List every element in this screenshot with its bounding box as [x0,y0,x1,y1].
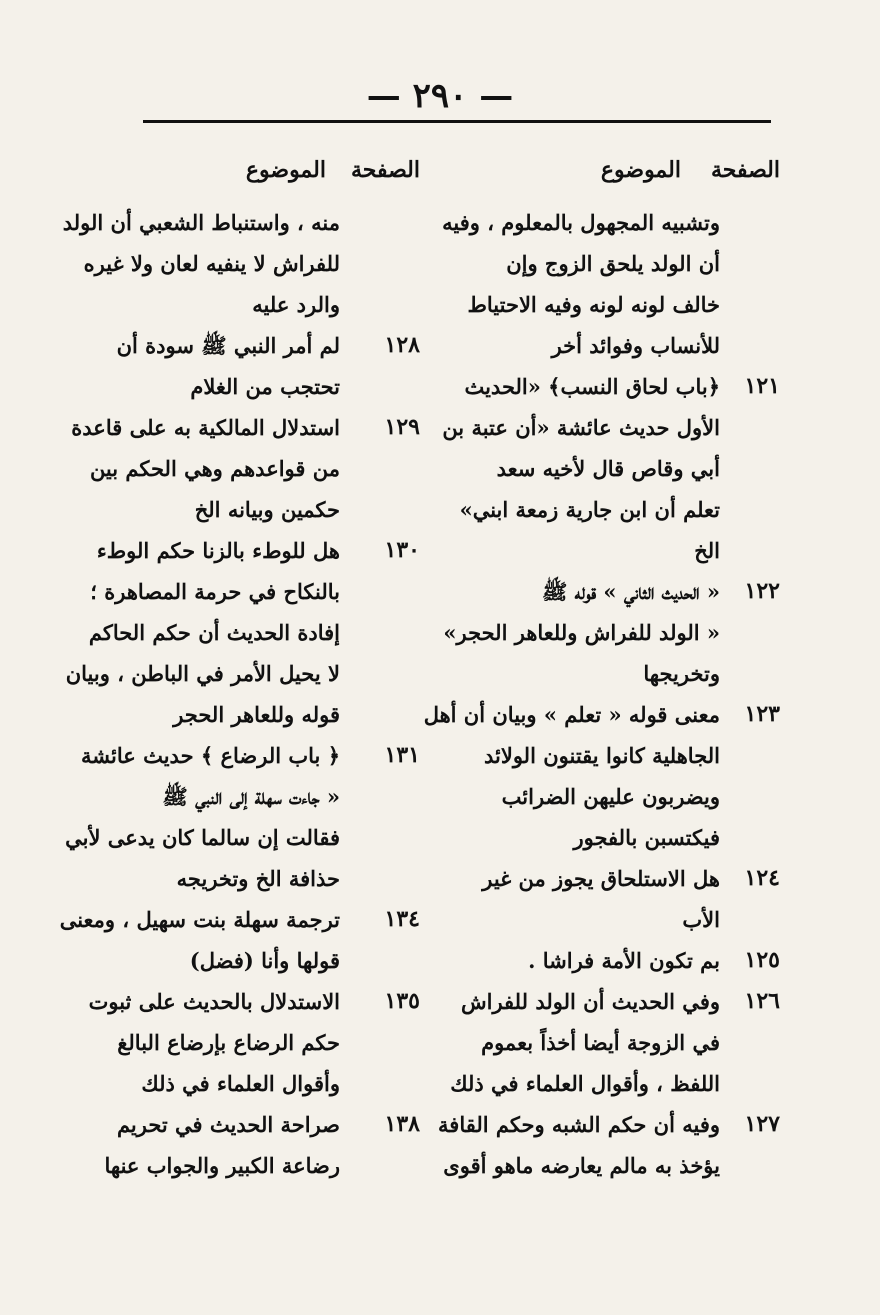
right-header-page: الصفحة [710,157,780,183]
entry-line: حكمين وبيانه الخ [194,497,340,522]
entry-line: وتخريجها [643,661,720,686]
index-entry [442,202,780,366]
entry-line: ترجمة سهلة بنت سهيل ، ومعنى [59,907,340,932]
entry-line: صراحة الحديث في تحريم [116,1112,340,1137]
index-entry [438,1104,780,1186]
left-column-header [85,150,420,190]
entry-topic [450,981,720,1104]
index-entry [85,1104,420,1186]
entry-topic [85,1104,340,1186]
entry-line: فيكتسبن بالفجور [573,825,720,850]
entry-topic [424,694,720,858]
entry-line: لا يحيل الأمر في الباطن ، وبيان [65,661,340,686]
entry-line: قولها وأنا (فضل) [189,948,340,973]
entry-line: « الولد للفراش وللعاهر الحجر» [443,620,720,645]
index-entry [443,571,780,694]
entry-line: ﴿ باب الرضاع ﴾ حديث عائشة [81,743,340,768]
entry-line: وفي الحديث أن الولد للفراش [461,989,720,1014]
entry-line: وأقوال العلماء في ذلك [141,1071,340,1096]
entry-line: « الحديث الثاني » قوله ﷺ [541,579,720,604]
page-number: — ٢٩٠ — [366,76,514,116]
left-entries [59,190,420,1186]
entry-topic [438,1104,720,1186]
entry-line: أبي وقاص قال لأخيه سعد [496,456,720,481]
entry-page-number: ١٢٣ [744,701,780,727]
entry-line: وفيه أن حكم الشبه وحكم القافة [438,1112,720,1137]
index-entry [450,981,780,1104]
entry-line: الجاهلية كانوا يقتنون الولائد [483,743,720,768]
entry-line: تحتجب من الغلام [190,374,340,399]
entry-line: بم تكون الأمة فراشا . [528,948,720,973]
right-column [423,150,780,1186]
entry-line: « جاءت سهلة إلى النبي ﷺ [162,784,340,809]
entry-line: منه ، واستنباط الشعبي أن الولد [62,210,340,235]
entry-line: إفادة الحديث أن حكم الحاكم [88,620,340,645]
entry-topic [442,202,720,366]
entry-page-number [340,202,420,325]
entry-line: أن الولد يلحق الزوج وإن [506,251,720,276]
entry-line: قوله وللعاهر الحجر [173,702,340,727]
entry-line: هل الاستلحاق يجوز من غير [482,866,720,891]
header-rule [143,120,771,123]
entry-line: اللفظ ، وأقوال العلماء في ذلك [450,1071,720,1096]
entry-page-number: ١٢٨ [384,332,420,358]
index-entry [455,858,780,940]
index-entry [455,940,780,981]
entry-page-number [720,202,780,366]
right-column-header [455,150,780,190]
right-header-topic: الموضوع [600,157,681,183]
entry-line: ويضربون عليهن الضرائب [501,784,720,809]
index-entry [442,366,780,571]
entry-line: ﴿باب لحاق النسب﴾ «الحديث [464,374,720,399]
entry-line: حذافة الخ وتخريجه [176,866,340,891]
index-entry [65,530,420,735]
entry-line: من قواعدهم وهي الحكم بين [89,456,340,481]
entry-topic [455,940,720,981]
index-entry [62,202,420,325]
entry-page-number: ١٢١ [744,373,780,399]
entry-line: والرد عليه [252,292,340,317]
entry-page-number: ١٣٨ [384,1111,420,1137]
entry-line: تعلم أن ابن جارية زمعة ابني» [459,497,720,522]
entry-line: بالنكاح في حرمة المصاهرة ؛ [90,579,340,604]
entry-topic [60,899,340,981]
entry-topic [455,858,720,940]
entry-topic [66,530,340,735]
right-entries [423,190,780,1186]
index-entry [85,981,420,1104]
entry-page-number: ١٢٥ [744,947,780,973]
entry-line: خالف لونه لونه وفيه الاحتياط [467,292,720,317]
entry-line: الأول حديث عائشة «أن عتبة بن [442,415,720,440]
index-entry [85,325,420,407]
entry-page-number: ١٣٤ [384,906,420,932]
entry-line: للأنساب وفوائد أخر [551,333,720,358]
index-entry [71,407,420,530]
left-header-topic: الموضوع [245,157,326,183]
entry-page-number: ١٣١ [384,742,420,768]
entry-page-number: ١٢٦ [744,988,780,1014]
entry-line: الخ [694,538,720,563]
entry-topic [65,735,340,899]
index-entry [423,694,780,858]
entry-page-number: ١٣٠ [384,537,420,563]
entry-line: هل للوطء بالزنا حكم الوطء [96,538,340,563]
entry-line: وتشبيه المجهول بالمعلوم ، وفيه [442,210,720,235]
entry-topic [71,407,340,530]
entry-line: حكم الرضاع بإرضاع البالغ [117,1030,340,1055]
entry-line: استدلال المالكية به على قاعدة [71,415,340,440]
entry-topic [85,325,340,407]
index-entry [65,735,420,899]
entry-line: رضاعة الكبير والجواب عنها [104,1153,340,1178]
entry-line: فقالت إن سالما كان يدعى لأبي [65,825,340,850]
entry-line: يؤخذ به مالم يعارضه ماهو أقوى [443,1153,720,1178]
entry-line: معنى قوله « تعلم » وبيان أن أهل [423,702,720,727]
entry-page-number: ١٢٢ [744,578,780,604]
entry-page-number: ١٢٩ [384,414,420,440]
entry-topic [63,202,340,325]
entry-page-number: ١٣٥ [384,988,420,1014]
entry-topic [442,366,720,571]
entry-line: للفراش لا ينفيه لعان ولا غيره [83,251,340,276]
entry-page-number: ١٢٤ [744,865,780,891]
left-column [59,150,420,1186]
left-header-page: الصفحة [350,157,420,183]
entry-topic [443,571,720,694]
entry-line: الاستدلال بالحديث على ثبوت [88,989,340,1014]
entry-line: لم أمر النبي ﷺ سودة أن [116,333,340,358]
entry-topic [85,981,340,1104]
entry-line: في الزوجة أيضا أخذاً بعموم [481,1030,720,1055]
index-entry [59,899,420,981]
entry-page-number: ١٢٧ [744,1111,780,1137]
entry-line: الأب [682,907,720,932]
